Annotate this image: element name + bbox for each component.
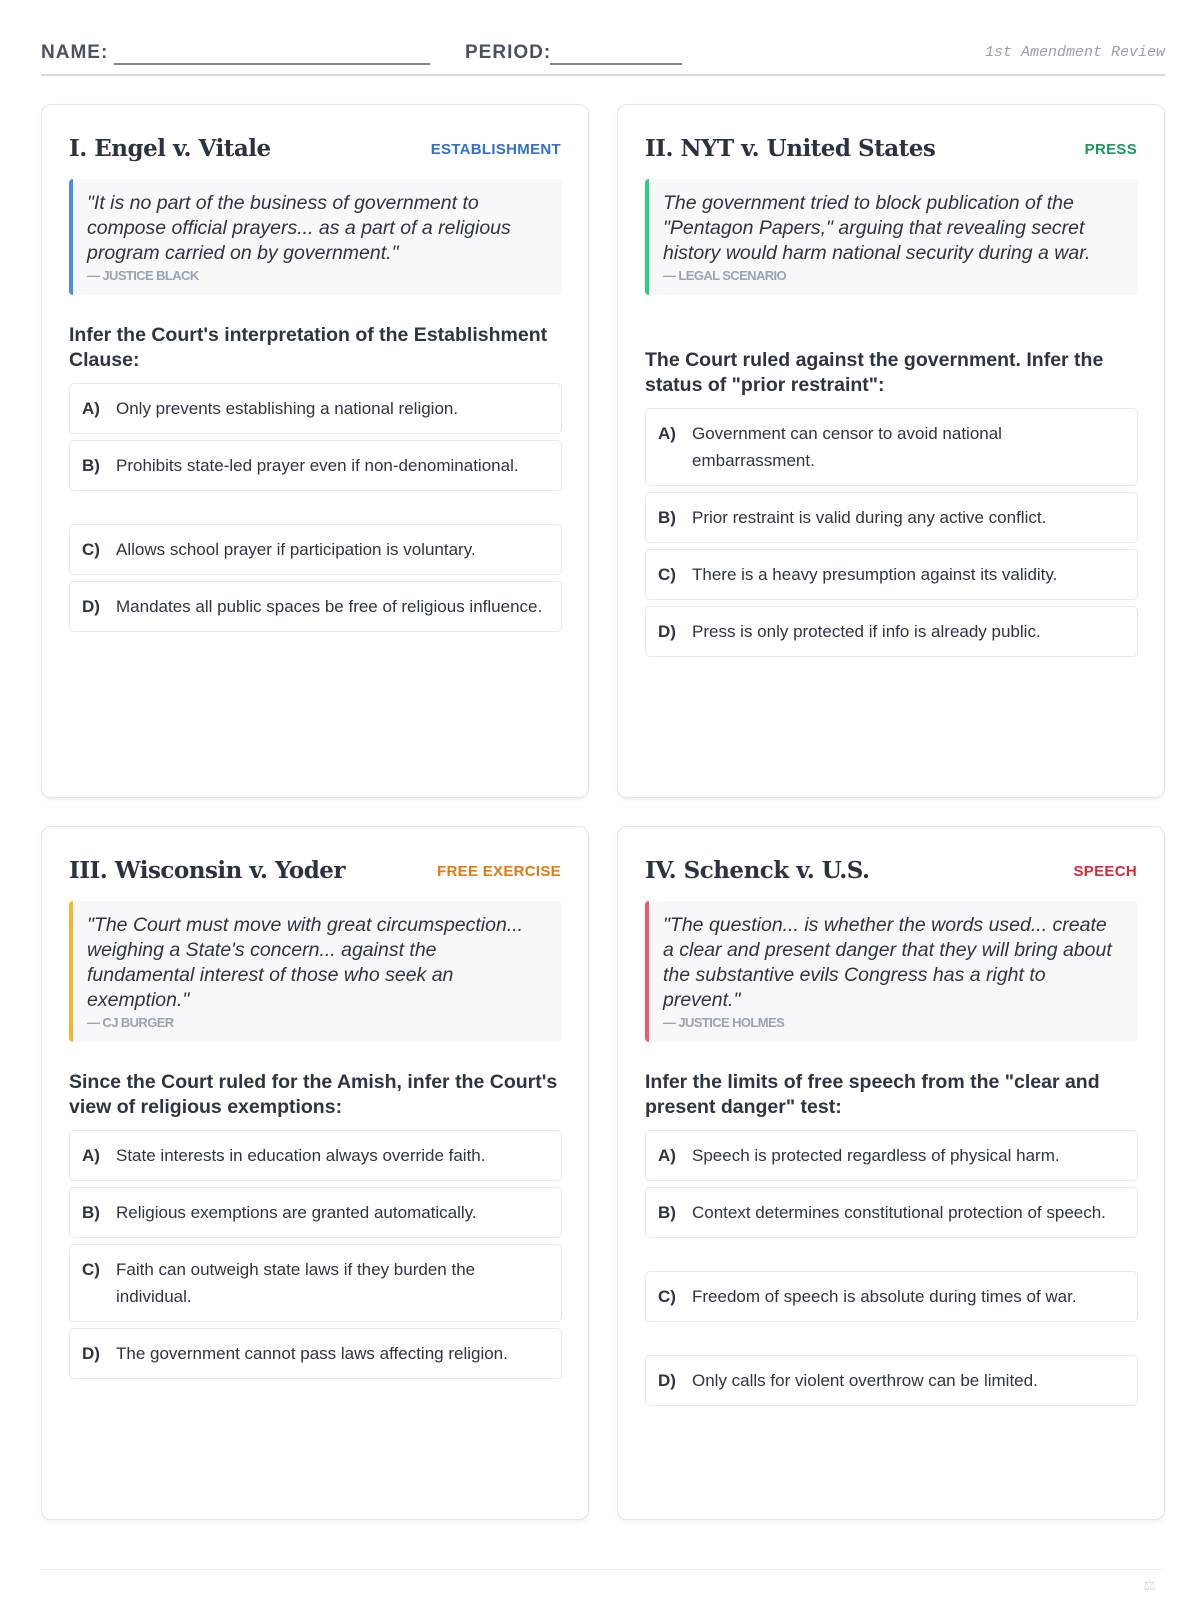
case-card-nyt bbox=[617, 104, 1165, 798]
option-text: State interests in education always override faith. bbox=[116, 1146, 486, 1165]
option-text: Context determines constitutional protection of speech. bbox=[692, 1203, 1106, 1222]
option-text: Mandates all public spaces be free of religious influence. bbox=[116, 597, 543, 616]
case-card-engel bbox=[41, 104, 589, 798]
option-text: Press is only protected if info is already public. bbox=[692, 622, 1041, 641]
quote-source: — JUSTICE HOLMES bbox=[663, 1015, 785, 1030]
answer-option-c[interactable] bbox=[645, 549, 1138, 600]
case-title: III. Wisconsin v. Yoder bbox=[69, 857, 346, 884]
case-card-schenck bbox=[617, 826, 1165, 1520]
option-text: There is a heavy presumption against its validity. bbox=[692, 565, 1058, 584]
case-title: IV. Schenck v. U.S. bbox=[645, 857, 870, 884]
option-text: The government cannot pass laws affecting religion. bbox=[116, 1344, 508, 1363]
quote-source: — CJ BURGER bbox=[87, 1015, 174, 1030]
answer-option-c[interactable] bbox=[69, 524, 562, 575]
answer-option-a[interactable] bbox=[69, 1130, 562, 1181]
option-letter: B) bbox=[658, 1203, 676, 1222]
answer-option-a[interactable] bbox=[645, 408, 1138, 486]
answer-option-a[interactable] bbox=[69, 383, 562, 434]
answer-option-b[interactable] bbox=[69, 440, 562, 491]
footer-divider bbox=[41, 1569, 1165, 1570]
option-letter: D) bbox=[658, 622, 676, 641]
case-quote bbox=[69, 901, 562, 1042]
option-text: Speech is protected regardless of physical harm. bbox=[692, 1146, 1060, 1165]
case-title: II. NYT v. United States bbox=[645, 135, 936, 162]
question-text: Infer the limits of free speech from the "clear and present danger" test: bbox=[645, 1071, 1100, 1118]
answer-option-b[interactable] bbox=[645, 492, 1138, 543]
option-letter: D) bbox=[82, 1344, 100, 1363]
scales-icon: ⚖ bbox=[1143, 1577, 1156, 1593]
category-tag: FREE EXERCISE bbox=[437, 863, 561, 880]
answer-option-b[interactable] bbox=[645, 1187, 1138, 1238]
quote-text: "The question... is whether the words used... create a clear and present danger that they will bring about the substantive evils Congress has a right to prevent." bbox=[663, 914, 1112, 1011]
option-letter: C) bbox=[82, 1260, 100, 1279]
case-quote bbox=[645, 901, 1138, 1042]
answer-option-d[interactable] bbox=[69, 581, 562, 632]
case-quote bbox=[645, 179, 1138, 295]
option-letter: A) bbox=[658, 1146, 676, 1165]
option-text: Government can censor to avoid national embarrassment. bbox=[692, 424, 1002, 470]
answer-option-c[interactable] bbox=[69, 1244, 562, 1322]
option-text: Only calls for violent overthrow can be limited. bbox=[692, 1371, 1038, 1390]
option-letter: C) bbox=[658, 1287, 676, 1306]
answer-option-d[interactable] bbox=[645, 1355, 1138, 1406]
option-text: Freedom of speech is absolute during times of war. bbox=[692, 1287, 1077, 1306]
category-tag: PRESS bbox=[1084, 141, 1137, 158]
quote-text: "It is no part of the business of government to compose official prayers... as a part of a religious program carried on by government." bbox=[87, 192, 511, 264]
period-field[interactable] bbox=[550, 63, 682, 65]
option-letter: D) bbox=[658, 1371, 676, 1390]
option-letter: B) bbox=[82, 456, 100, 475]
option-letter: A) bbox=[82, 1146, 100, 1165]
answer-option-c[interactable] bbox=[645, 1271, 1138, 1322]
category-tag: ESTABLISHMENT bbox=[430, 141, 561, 158]
option-letter: B) bbox=[82, 1203, 100, 1222]
quote-text: The government tried to block publication of the "Pentagon Papers," arguing that revealing secret history would harm national security during a war. bbox=[663, 192, 1091, 264]
option-text: Religious exemptions are granted automatically. bbox=[116, 1203, 477, 1222]
option-letter: A) bbox=[658, 424, 676, 443]
option-letter: B) bbox=[658, 508, 676, 527]
option-letter: C) bbox=[82, 540, 100, 559]
answer-option-b[interactable] bbox=[69, 1187, 562, 1238]
option-text: Only prevents establishing a national religion. bbox=[116, 399, 459, 418]
period-label: PERIOD: bbox=[465, 42, 552, 63]
option-letter: A) bbox=[82, 399, 100, 418]
option-text: Faith can outweigh state laws if they burden the individual. bbox=[116, 1260, 476, 1306]
option-letter: C) bbox=[658, 565, 676, 584]
answer-option-a[interactable] bbox=[645, 1130, 1138, 1181]
question-text: The Court ruled against the government. Infer the status of "prior restraint": bbox=[645, 349, 1104, 396]
case-quote bbox=[69, 179, 562, 295]
option-text: Prohibits state-led prayer even if non-denominational. bbox=[116, 456, 519, 475]
case-title: I. Engel v. Vitale bbox=[69, 135, 271, 162]
option-letter: D) bbox=[82, 597, 100, 616]
question-text: Infer the Court's interpretation of the Establishment Clause: bbox=[69, 324, 548, 371]
category-tag: SPEECH bbox=[1073, 863, 1137, 880]
worksheet-title: 1st Amendment Review bbox=[984, 44, 1165, 61]
answer-option-d[interactable] bbox=[645, 606, 1138, 657]
quote-source: — LEGAL SCENARIO bbox=[663, 268, 787, 283]
answer-option-d[interactable] bbox=[69, 1328, 562, 1379]
worksheet-header bbox=[41, 40, 1165, 76]
case-card-yoder bbox=[41, 826, 589, 1520]
name-label: NAME: bbox=[41, 42, 109, 63]
quote-source: — JUSTICE BLACK bbox=[87, 268, 199, 283]
option-text: Allows school prayer if participation is voluntary. bbox=[116, 540, 476, 559]
option-text: Prior restraint is valid during any active conflict. bbox=[692, 508, 1047, 527]
name-field[interactable] bbox=[114, 63, 430, 65]
question-text: Since the Court ruled for the Amish, infer the Court's view of religious exemptions: bbox=[69, 1071, 558, 1118]
quote-text: "The Court must move with great circumspection... weighing a State's concern... against the fundamental interest of those who seek an exemption." bbox=[87, 914, 524, 1011]
